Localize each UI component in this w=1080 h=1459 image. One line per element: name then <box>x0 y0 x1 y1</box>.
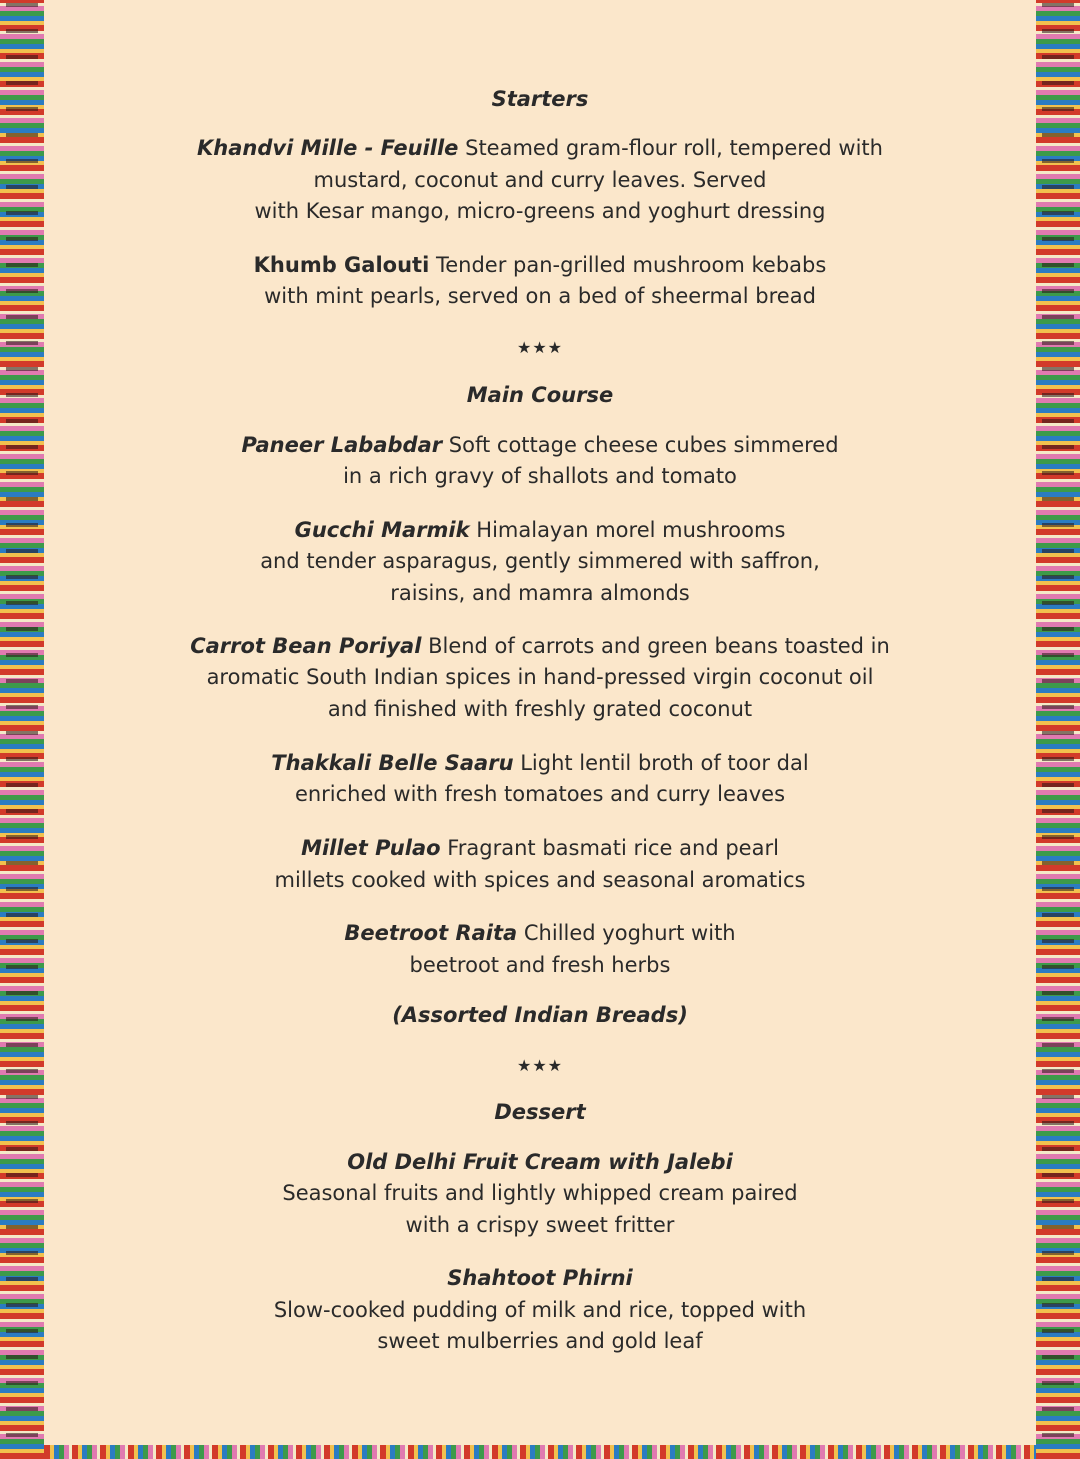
dish-name: Millet Pulao <box>301 836 441 860</box>
dish-description: Seasonal fruits and lightly whipped cream paired <box>282 1181 798 1205</box>
dish-description: aromatic South Indian spices in hand-pressed virgin coconut oil <box>206 665 874 689</box>
dish-description: and finished with freshly grated coconut <box>327 697 753 721</box>
dish-description: with a crispy sweet fritter <box>405 1213 675 1237</box>
decorative-border-right <box>1036 0 1080 1459</box>
dish-description: Chilled yoghurt with <box>523 921 736 945</box>
dish-name: Gucchi Marmik <box>294 518 470 542</box>
menu-item-carrot-bean-poriyal <box>44 631 1036 661</box>
dish-name: Khumb Galouti <box>253 253 430 277</box>
dish-name: Shahtoot Phirni <box>447 1266 633 1290</box>
dish-name: Carrot Bean Poriyal <box>190 634 422 658</box>
dish-description: mustard, coconut and curry leaves. Served <box>313 168 767 192</box>
menu-item-khumb-galouti <box>44 250 1036 280</box>
dish-name: Paneer Lababdar <box>241 433 443 457</box>
menu-item-paneer-lababdar <box>44 430 1036 460</box>
dish-description: Himalayan morel mushrooms <box>476 518 786 542</box>
dish-description: Tender pan-grilled mushroom kebabs <box>435 253 827 277</box>
menu-page <box>44 0 1036 1445</box>
menu-item-millet-pulao <box>44 833 1036 863</box>
section-title-starters: Starters <box>491 87 589 111</box>
dish-description: with Kesar mango, micro-greens and yoghurt dressing <box>254 199 826 223</box>
dish-description: in a rich gravy of shallots and tomato <box>343 464 737 488</box>
dish-description: and tender asparagus, gently simmered with saffron, <box>260 549 820 573</box>
menu-item-beetroot-raita <box>44 918 1036 948</box>
decorative-border-bottom <box>44 1445 1036 1459</box>
menu-item-gucchi-marmik <box>44 515 1036 545</box>
dish-description: Slow-cooked pudding of milk and rice, topped with <box>273 1298 807 1322</box>
dish-description: raisins, and mamra almonds <box>390 581 690 605</box>
dish-description: beetroot and fresh herbs <box>409 953 671 977</box>
dish-description: enriched with fresh tomatoes and curry leaves <box>294 782 786 806</box>
menu-item-khandvi <box>44 133 1036 163</box>
section-separator: ★★★ <box>516 338 564 357</box>
dish-description: millets cooked with spices and seasonal aromatics <box>274 868 806 892</box>
dish-description: Steamed gram-flour roll, tempered with <box>465 136 883 160</box>
decorative-border-left <box>0 0 44 1459</box>
section-title-dessert: Dessert <box>494 1100 586 1124</box>
dish-description: Blend of carrots and green beans toasted in <box>428 634 890 658</box>
menu-item-thakkali-belle-saaru <box>44 748 1036 778</box>
dish-name: Old Delhi Fruit Cream with Jalebi <box>347 1150 733 1174</box>
dish-description: Soft cottage cheese cubes simmered <box>448 433 839 457</box>
dish-name: Beetroot Raita <box>344 921 518 945</box>
section-separator: ★★★ <box>516 1056 564 1075</box>
dish-description: Light lentil broth of toor dal <box>520 751 809 775</box>
dish-description: Fragrant basmati rice and pearl <box>447 836 779 860</box>
dish-name: Thakkali Belle Saaru <box>271 751 514 775</box>
section-title-main-course: Main Course <box>466 383 614 407</box>
breads-note: (Assorted Indian Breads) <box>392 1003 688 1027</box>
dish-description: with mint pearls, served on a bed of sheermal bread <box>264 284 816 308</box>
dish-name: Khandvi Mille - Feuille <box>197 136 459 160</box>
dish-description: sweet mulberries and gold leaf <box>377 1329 703 1353</box>
